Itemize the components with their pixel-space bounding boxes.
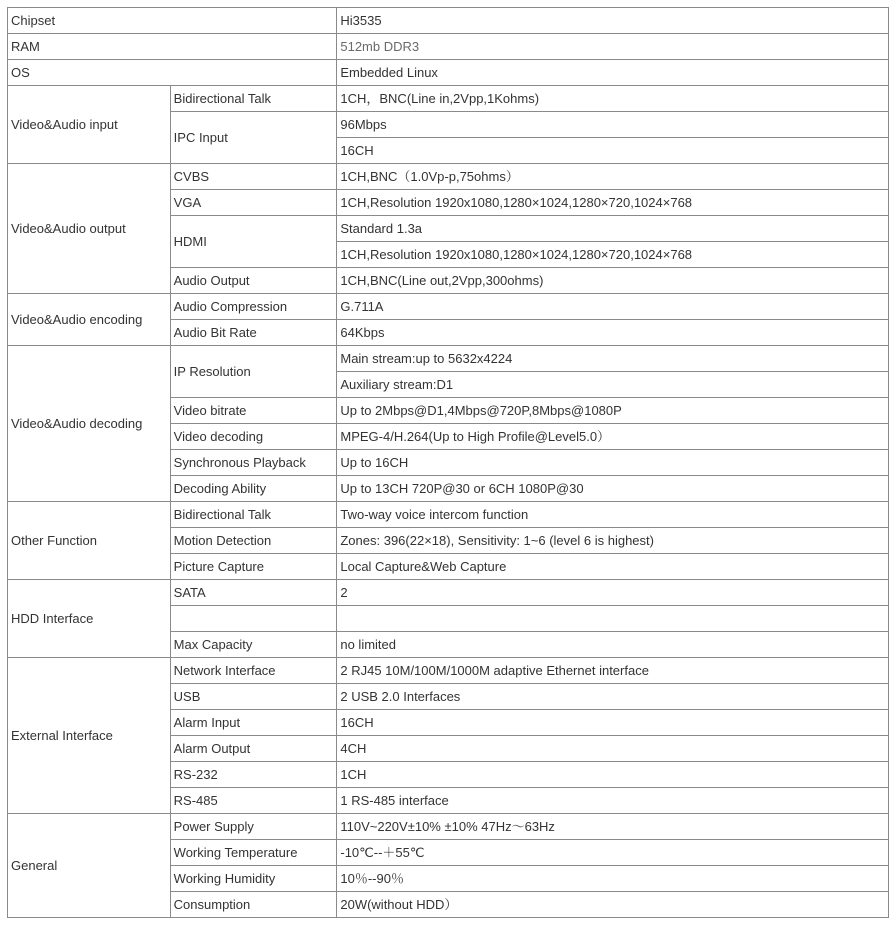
spec-label: Audio Bit Rate [170,320,337,346]
category-hdd-interface: HDD Interface [8,580,171,658]
category-video-audio-output: Video&Audio output [8,164,171,294]
spec-value: Two-way voice intercom function [337,502,889,528]
row-label-ram: RAM [8,34,337,60]
table-row [8,294,889,320]
spec-value: 4CH [337,736,889,762]
spec-label: Picture Capture [170,554,337,580]
spec-value: 1CH,Resolution 1920x1080,1280×1024,1280×720,1024×768 [337,190,889,216]
spec-label: Audio Output [170,268,337,294]
row-value-chipset: Hi3535 [337,8,889,34]
spec-label: IP Resolution [170,346,337,398]
spec-label: Motion Detection [170,528,337,554]
spec-value: 16CH [337,710,889,736]
spec-label: USB [170,684,337,710]
table-row-ram [8,34,889,60]
table-row [8,86,889,112]
spec-label: Max Capacity [170,632,337,658]
spec-value: Standard 1.3a [337,216,889,242]
table-row [8,814,889,840]
row-label-chipset: Chipset [8,8,337,34]
table-row [8,580,889,606]
spec-table [7,7,889,918]
spec-value-empty [337,606,889,632]
spec-value: 64Kbps [337,320,889,346]
spec-label: RS-485 [170,788,337,814]
category-external-interface: External Interface [8,658,171,814]
table-row-chipset [8,8,889,34]
spec-value: 2 RJ45 10M/100M/1000M adaptive Ethernet interface [337,658,889,684]
spec-value: Auxiliary stream:D1 [337,372,889,398]
spec-label: Decoding Ability [170,476,337,502]
spec-value: Local Capture&Web Capture [337,554,889,580]
spec-value: 2 USB 2.0 Interfaces [337,684,889,710]
spec-value: MPEG-4/H.264(Up to High Profile@Level5.0） [337,424,889,450]
table-row-os [8,60,889,86]
spec-value: Up to 13CH 720P@30 or 6CH 1080P@30 [337,476,889,502]
row-value-os: Embedded Linux [337,60,889,86]
spec-value: -10℃--＋55℃ [337,840,889,866]
spec-value: 1CH，BNC(Line in,2Vpp,1Kohms) [337,86,889,112]
spec-label: Synchronous Playback [170,450,337,476]
spec-value: 110V~220V±10% ±10% 47Hz～63Hz [337,814,889,840]
spec-label: Bidirectional Talk [170,502,337,528]
spec-value: 16CH [337,138,889,164]
table-row [8,658,889,684]
table-row [8,502,889,528]
spec-value: 1CH [337,762,889,788]
spec-value: 20W(without HDD） [337,892,889,918]
spec-value: Up to 2Mbps@D1,4Mbps@720P,8Mbps@1080P [337,398,889,424]
spec-label: VGA [170,190,337,216]
spec-value: Main stream:up to 5632x4224 [337,346,889,372]
spec-value: Zones: 396(22×18), Sensitivity: 1~6 (level 6 is highest) [337,528,889,554]
category-other-function: Other Function [8,502,171,580]
spec-label: Power Supply [170,814,337,840]
spec-label: HDMI [170,216,337,268]
spec-value: 2 [337,580,889,606]
spec-label: Video bitrate [170,398,337,424]
spec-value: no limited [337,632,889,658]
spec-label: Video decoding [170,424,337,450]
spec-label: Bidirectional Talk [170,86,337,112]
row-value-ram: 512mb DDR3 [337,34,889,60]
spec-value: 1CH,BNC(Line out,2Vpp,300ohms) [337,268,889,294]
table-row [8,164,889,190]
spec-label: SATA [170,580,337,606]
spec-value: Up to 16CH [337,450,889,476]
spec-label: CVBS [170,164,337,190]
row-label-os: OS [8,60,337,86]
category-video-audio-encoding: Video&Audio encoding [8,294,171,346]
table-row [8,346,889,372]
spec-value: G.711A [337,294,889,320]
spec-label: Consumption [170,892,337,918]
spec-label: Alarm Input [170,710,337,736]
spec-label: Alarm Output [170,736,337,762]
spec-label: RS-232 [170,762,337,788]
category-general: General [8,814,171,918]
spec-value: 1 RS-485 interface [337,788,889,814]
spec-label: Network Interface [170,658,337,684]
category-video-audio-input: Video&Audio input [8,86,171,164]
spec-label: Working Temperature [170,840,337,866]
spec-value: 1CH,Resolution 1920x1080,1280×1024,1280×720,1024×768 [337,242,889,268]
spec-label: Audio Compression [170,294,337,320]
spec-label-empty [170,606,337,632]
spec-label: Working Humidity [170,866,337,892]
category-video-audio-decoding: Video&Audio decoding [8,346,171,502]
spec-value: 10％--90％ [337,866,889,892]
spec-label: IPC Input [170,112,337,164]
spec-value: 1CH,BNC（1.0Vp-p,75ohms） [337,164,889,190]
spec-value: 96Mbps [337,112,889,138]
